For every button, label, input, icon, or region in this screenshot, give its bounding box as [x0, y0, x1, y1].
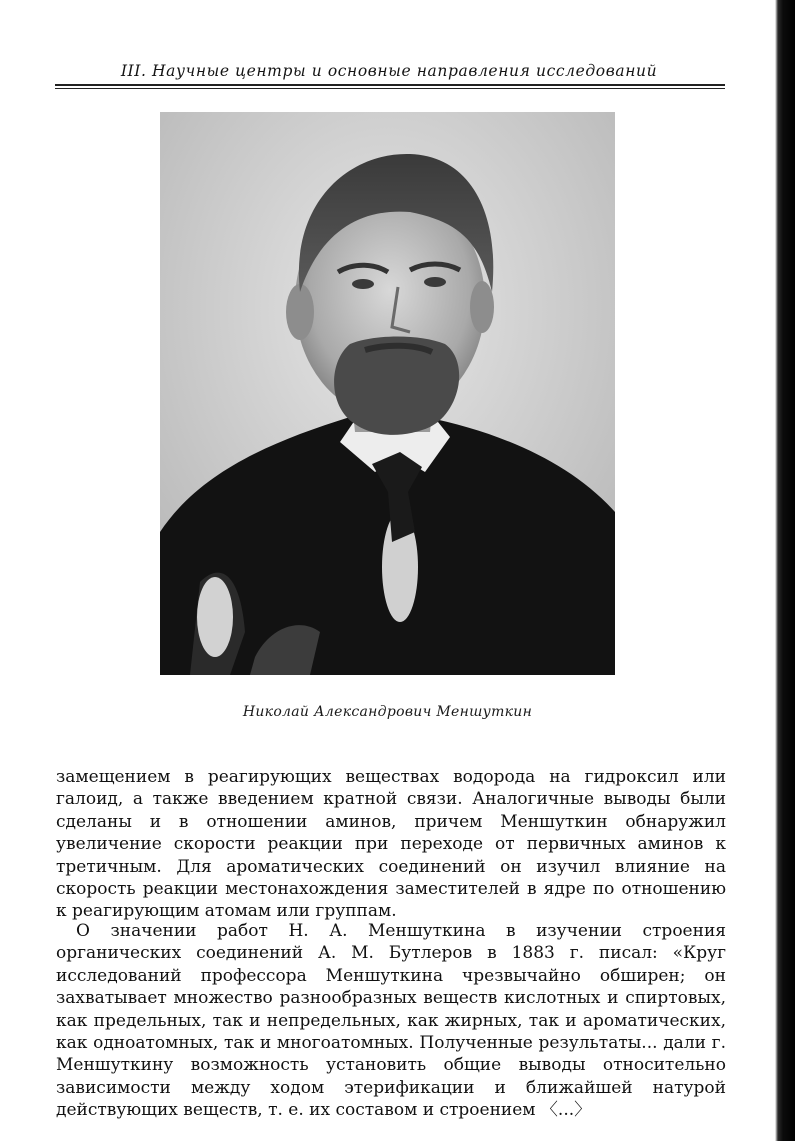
paragraph-text: О значении работ Н. А. Меншуткина в изучении строения органических соединений А. М. Бутлеров в 1883 г. писал: «Круг исследований профессора Меншуткина чрезвычайно обширен; он захватывает множество разнообразных веществ кислотных и спиртовых, как предельных, так и непредельных, как жирных, так и ароматических, как одноатомных, так и многоатомных. Полученные результаты... дали г. Меншуткину возможность установить общие выводы относительно зависимости между ходом этерификации и ближайшей натурой действующих веществ, т. е. их составом и строением 〈...〉 [56, 921, 726, 1121]
page-edge-shadow [765, 0, 795, 1141]
body-paragraph-2 [56, 920, 726, 1122]
portrait-photo [160, 112, 615, 675]
paragraph-text: замещением в реагирующих веществах водорода на гидроксил или галоид, а также введением кратной связи. Аналогичные выводы были сделаны и в отношении аминов, причем Меншуткин обнаружил увеличение скорости реакции при переходе от первичных аминов к третичным. Для ароматических соединений он изучил влияние на скорость реакции местонахождения заместителей в ядре по отношению к реагирующим атомам или группам. [56, 767, 726, 922]
running-header: III. Научные центры и основные направления исследований [120, 62, 658, 80]
portrait-illustration [160, 112, 615, 675]
body-paragraph-1 [56, 766, 726, 923]
header-rule [55, 84, 725, 86]
header-rule-thin [55, 88, 725, 89]
figure-caption: Николай Александрович Меншуткин [242, 704, 533, 720]
